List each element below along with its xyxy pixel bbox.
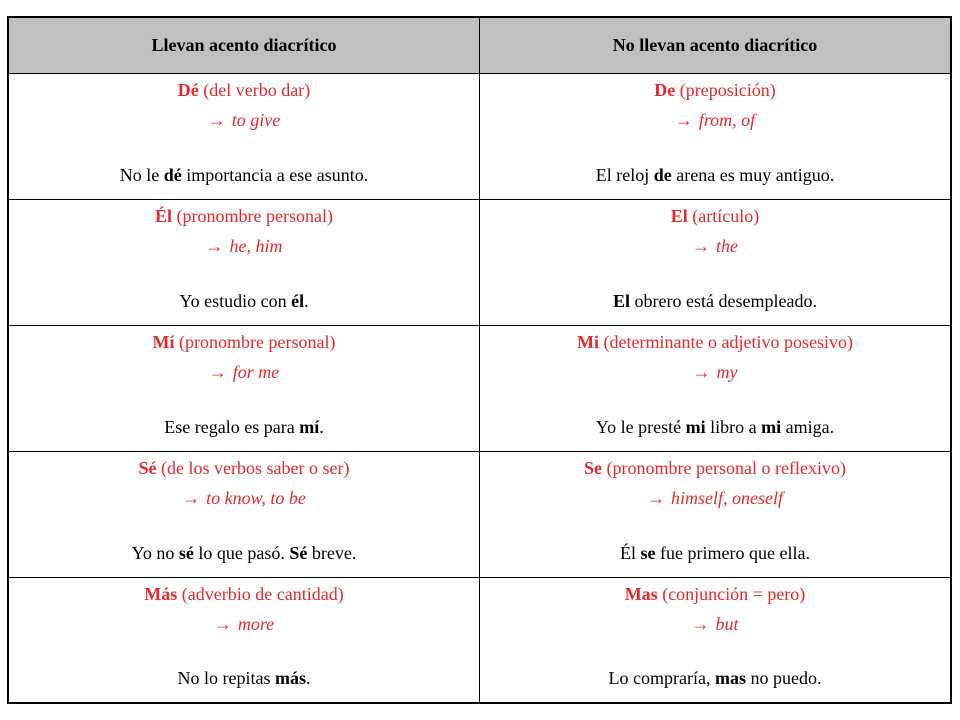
- translation-line: [480, 488, 950, 509]
- example-sentence: [480, 291, 950, 312]
- translation: to give: [231, 110, 281, 130]
- word-definition: [480, 584, 950, 605]
- translation: he, him: [229, 236, 283, 256]
- example-text: .: [305, 668, 311, 688]
- example-text: Él: [620, 543, 641, 563]
- arrow-right-icon: →: [692, 236, 710, 256]
- translation-line: [480, 614, 950, 635]
- word: Sé: [138, 458, 157, 478]
- example-text: Ese regalo es para: [164, 417, 300, 437]
- word-definition: [480, 332, 950, 353]
- example-keyword: mi: [685, 417, 706, 437]
- example-text: Yo no: [131, 543, 179, 563]
- word-description: (conjunción = pero): [662, 584, 806, 604]
- word: Dé: [177, 80, 199, 100]
- example-keyword: él: [291, 291, 305, 311]
- word-description: (de los verbos saber o ser): [161, 458, 350, 478]
- word-description: (pronombre personal): [176, 206, 333, 226]
- example-text: libro a: [705, 417, 762, 437]
- example-keyword: sé: [178, 543, 194, 563]
- example-keyword: mas: [714, 668, 746, 688]
- example-text: Yo le presté: [595, 417, 686, 437]
- example-keyword: Sé: [289, 543, 308, 563]
- example-keyword: mí: [299, 417, 320, 437]
- translation-line: [9, 110, 479, 131]
- cell-without-accent: [480, 578, 950, 704]
- cell-with-accent: [9, 74, 480, 199]
- cell-without-accent: [480, 326, 950, 451]
- translation-line: [9, 614, 479, 635]
- translation: from, of: [698, 110, 756, 130]
- cell-without-accent: [480, 74, 950, 199]
- translation: my: [716, 362, 738, 382]
- example-text: lo que pasó.: [193, 543, 290, 563]
- example-text: arena es muy antiguo.: [671, 165, 835, 185]
- word-description: (pronombre personal o reflexivo): [606, 458, 846, 478]
- translation-line: [9, 362, 479, 383]
- example-text: .: [304, 291, 309, 311]
- cell-with-accent: [9, 452, 480, 577]
- example-text: no puedo.: [745, 668, 822, 688]
- word-definition: [480, 458, 950, 479]
- word: De: [654, 80, 676, 100]
- example-sentence: [9, 543, 479, 564]
- cell-with-accent: [9, 326, 480, 451]
- table-row: [9, 200, 950, 326]
- example-keyword: mi: [761, 417, 782, 437]
- arrow-right-icon: →: [692, 362, 711, 382]
- cell-without-accent: [480, 452, 950, 577]
- example-text: Yo estudio con: [179, 291, 292, 311]
- translation: himself, oneself: [671, 488, 783, 508]
- example-sentence: [480, 668, 950, 689]
- arrow-right-icon: →: [207, 110, 226, 130]
- word-description: (artículo): [692, 206, 760, 226]
- example-sentence: [480, 543, 950, 564]
- table-header: [9, 18, 950, 74]
- example-sentence: [9, 668, 479, 689]
- translation: for me: [232, 362, 280, 382]
- word-description: (del verbo dar): [203, 80, 311, 100]
- example-text: fue primero que ella.: [655, 543, 810, 563]
- table-row: [9, 452, 950, 578]
- word: Él: [155, 206, 173, 226]
- example-text: .: [319, 417, 324, 437]
- translation-line: [480, 362, 950, 383]
- word-definition: [9, 332, 479, 353]
- word-definition: [480, 80, 950, 101]
- arrow-right-icon: →: [647, 488, 665, 508]
- word: Más: [144, 584, 178, 604]
- word-description: (adverbio de cantidad): [181, 584, 344, 604]
- translation-line: [9, 236, 479, 257]
- word-description: (preposición): [679, 80, 776, 100]
- example-sentence: [480, 417, 950, 438]
- header-without-accent: No llevan acento diacrítico: [612, 35, 818, 55]
- word: El: [670, 206, 688, 226]
- cell-with-accent: [9, 578, 480, 704]
- arrow-right-icon: →: [205, 236, 224, 256]
- word-description: (determinante o adjetivo posesivo): [603, 332, 853, 352]
- table-row: [9, 326, 950, 452]
- example-text: El reloj: [595, 165, 654, 185]
- word: Mí: [152, 332, 175, 352]
- example-keyword: dé: [163, 165, 182, 185]
- word-definition: [9, 206, 479, 227]
- arrow-right-icon: →: [691, 614, 710, 634]
- example-text: No lo repitas: [177, 668, 275, 688]
- example-text: breve.: [307, 543, 357, 563]
- arrow-right-icon: →: [213, 614, 232, 634]
- example-text: Lo compraría,: [608, 668, 715, 688]
- word-definition: [480, 206, 950, 227]
- arrow-right-icon: →: [182, 488, 201, 508]
- header-with-accent: Llevan acento diacrítico: [9, 18, 480, 73]
- example-text: obrero está desempleado.: [630, 291, 817, 311]
- table-row: [9, 578, 950, 704]
- translation-line: [480, 110, 950, 131]
- word: Mas: [624, 584, 658, 604]
- word-definition: [9, 80, 479, 101]
- arrow-right-icon: →: [208, 362, 227, 382]
- word-definition: [9, 458, 479, 479]
- translation: the: [716, 236, 738, 256]
- example-sentence: [9, 165, 479, 186]
- example-text: importancia a ese asunto.: [181, 165, 369, 185]
- translation-line: [9, 488, 479, 509]
- table-row: [9, 74, 950, 200]
- word: Se: [584, 458, 603, 478]
- word-definition: [9, 584, 479, 605]
- arrow-right-icon: →: [674, 110, 693, 130]
- example-text: No le: [119, 165, 164, 185]
- example-keyword: más: [274, 668, 306, 688]
- translation: but: [715, 614, 739, 634]
- word: Mi: [577, 332, 600, 352]
- translation-line: [480, 236, 950, 257]
- cell-with-accent: [9, 200, 480, 325]
- word-description: (pronombre personal): [179, 332, 336, 352]
- example-sentence: [9, 291, 479, 312]
- example-sentence: [9, 417, 479, 438]
- example-sentence: [480, 165, 950, 186]
- table-body: [9, 74, 950, 704]
- example-keyword: El: [613, 291, 631, 311]
- example-keyword: de: [653, 165, 672, 185]
- translation: to know, to be: [206, 488, 306, 508]
- example-keyword: se: [640, 543, 656, 563]
- example-text: amiga.: [781, 417, 835, 437]
- translation: more: [237, 614, 275, 634]
- cell-without-accent: [480, 200, 950, 325]
- diacritic-accent-table: [7, 16, 952, 704]
